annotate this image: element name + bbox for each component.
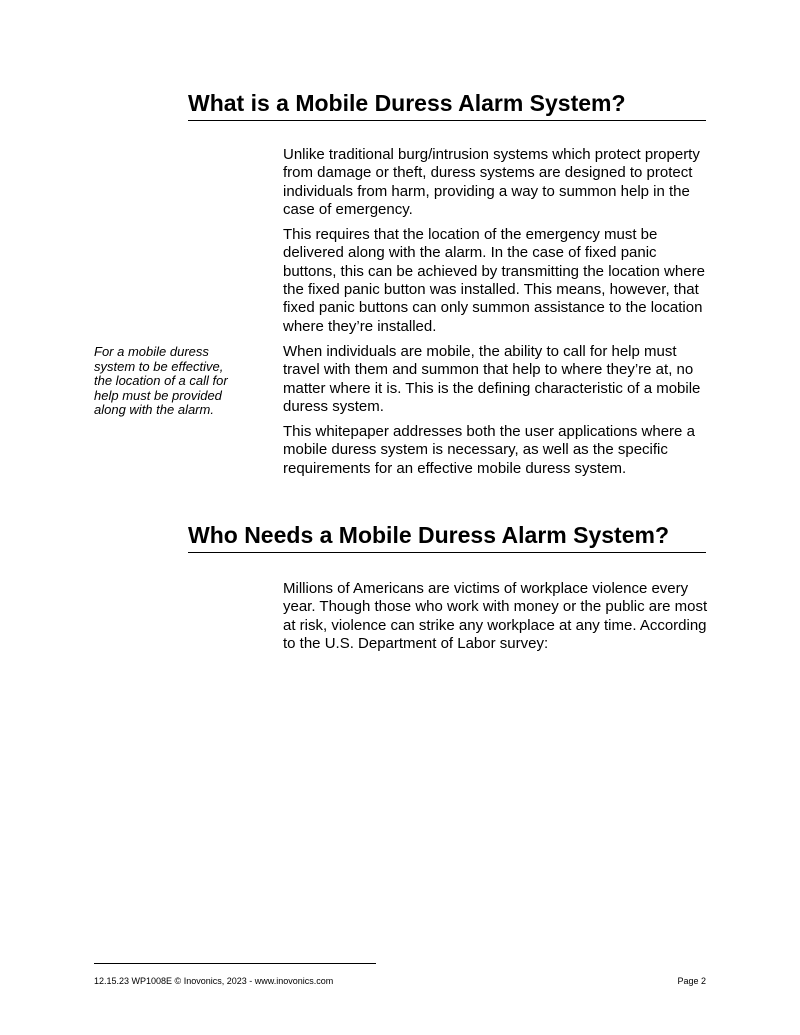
paragraph: When individuals are mobile, the ability to call for help must travel with them and summon that help to where they’re at, no matter where it is. This is the defining characteristic of a mobile duress system. bbox=[283, 342, 701, 415]
paragraph: This whitepaper addresses both the user applications where a mobile duress system is necessary, as well as the specific requirements for an effective mobile duress system. bbox=[283, 423, 695, 477]
section-heading-what-is: What is a Mobile Duress Alarm System? bbox=[188, 89, 706, 121]
section-body-what-is bbox=[283, 146, 708, 485]
paragraph: This requires that the location of the emergency must be delivered along with the alarm. In the case of fixed panic buttons, this can be achieved by transmitting the location where the fixed panic button was installed. This means, however, that fixed panic buttons can only summon assistance to the location where they’re installed. bbox=[283, 226, 705, 335]
section-body-who-needs bbox=[283, 580, 708, 660]
paragraph: Millions of Americans are victims of workplace violence every year. Though those who work with money or the public are most at risk, violence can strike any workplace at any time. According to the U.S. Department of Labor survey: bbox=[283, 580, 708, 652]
footer-copyright: 12.15.23 WP1008E © Inovonics, 2023 - www.inovonics.com bbox=[94, 976, 334, 986]
page-number: Page 2 bbox=[677, 976, 706, 986]
paragraph: Unlike traditional burg/intrusion systems which protect property from damage or theft, duress systems are designed to protect individuals from harm, providing a way to summon help in the case of emergency. bbox=[283, 146, 700, 218]
section-heading-who-needs: Who Needs a Mobile Duress Alarm System? bbox=[188, 521, 706, 553]
margin-note: For a mobile duress system to be effective, the location of a call for help must be provided along with the alarm. bbox=[94, 344, 228, 418]
footer-divider bbox=[94, 963, 376, 964]
